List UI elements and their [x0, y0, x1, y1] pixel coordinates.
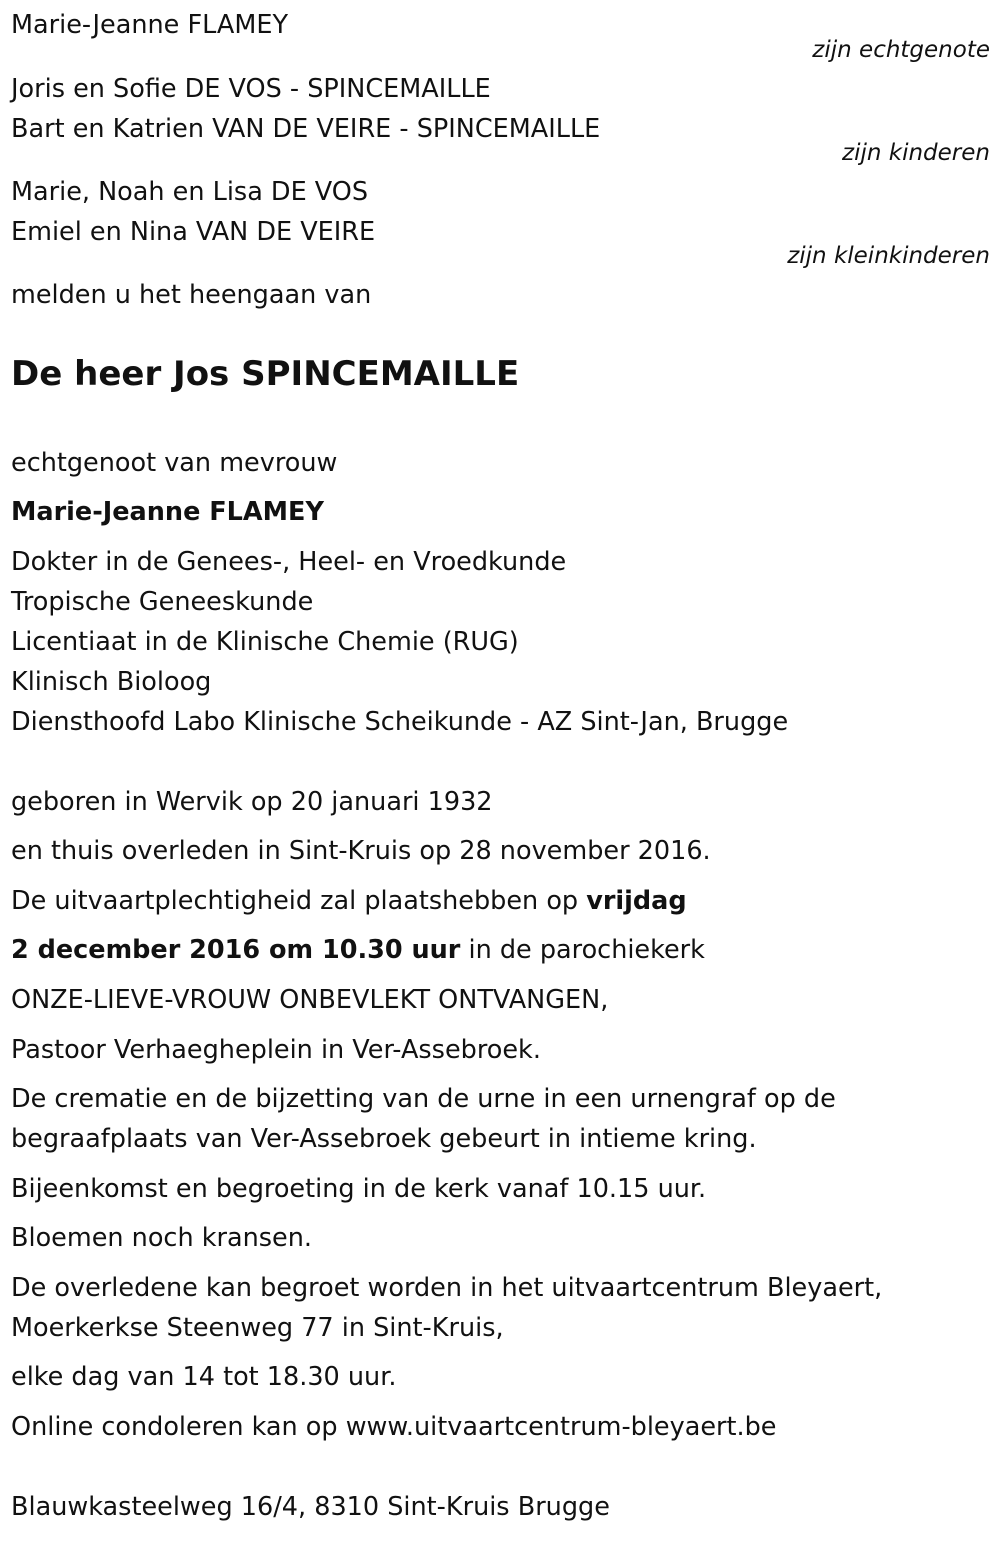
funeral-intro: De uitvaartplechtigheid zal plaatshebben op: [11, 886, 579, 916]
visit-line: Moerkerkse Steenweg 77 in Sint-Kruis,: [11, 1313, 504, 1343]
visit-line: De overledene kan begroet worden in het uitvaartcentrum Bleyaert,: [11, 1273, 883, 1303]
birth-line: geboren in Wervik op 20 januari 1932: [11, 787, 493, 817]
title-line: Licentiaat in de Klinische Chemie (RUG): [11, 627, 519, 657]
church-address: Pastoor Verhaegheplein in Ver-Assebroek.: [11, 1035, 541, 1065]
title-line: Diensthoofd Labo Klinische Scheikunde - AZ Sint-Jan, Brugge: [11, 707, 789, 737]
visit-hours: elke dag van 14 tot 18.30 uur.: [11, 1362, 397, 1392]
grandchildren-role: zijn kleinkinderen: [787, 243, 990, 269]
spouse-intro: echtgenoot van mevrouw: [11, 448, 338, 478]
funeral-day: vrijdag: [586, 886, 687, 916]
church-name: ONZE-LIEVE-VROUW ONBEVLEKT ONTVANGEN,: [11, 985, 609, 1015]
title-line: Tropische Geneeskunde: [11, 587, 314, 617]
child-line: Bart en Katrien VAN DE VEIRE - SPINCEMAILLE: [11, 114, 601, 144]
cremation-line: begraafplaats van Ver-Assebroek gebeurt in intieme kring.: [11, 1124, 757, 1154]
child-line: Joris en Sofie DE VOS - SPINCEMAILLE: [11, 74, 491, 104]
title-line: Dokter in de Genees-, Heel- en Vroedkunde: [11, 547, 567, 577]
funeral-intro-line: [11, 886, 687, 916]
title-line: Klinisch Bioloog: [11, 667, 212, 697]
announcement: melden u het heengaan van: [11, 280, 372, 310]
online-condolence: Online condoleren kan op www.uitvaartcentrum-bleyaert.be: [11, 1412, 777, 1442]
footer-address: Blauwkasteelweg 16/4, 8310 Sint-Kruis Brugge: [11, 1492, 610, 1522]
spouse-role: zijn echtgenote: [812, 37, 990, 63]
spouse-name: Marie-Jeanne FLAMEY: [11, 10, 289, 40]
deceased-spouse-name: Marie-Jeanne FLAMEY: [11, 497, 324, 527]
funeral-place-intro: in de parochiekerk: [468, 935, 705, 965]
funeral-datetime: 2 december 2016 om 10.30 uur: [11, 935, 461, 965]
flowers-line: Bloemen noch kransen.: [11, 1223, 312, 1253]
children-role: zijn kinderen: [842, 140, 990, 166]
cremation-line: De crematie en de bijzetting van de urne in een urnengraf op de: [11, 1084, 836, 1114]
grandchild-line: Marie, Noah en Lisa DE VOS: [11, 177, 369, 207]
gathering-line: Bijeenkomst en begroeting in de kerk vanaf 10.15 uur.: [11, 1174, 707, 1204]
funeral-datetime-line: [11, 935, 705, 965]
death-line: en thuis overleden in Sint-Kruis op 28 november 2016.: [11, 836, 711, 866]
deceased-name: De heer Jos SPINCEMAILLE: [11, 354, 520, 394]
grandchild-line: Emiel en Nina VAN DE VEIRE: [11, 217, 376, 247]
